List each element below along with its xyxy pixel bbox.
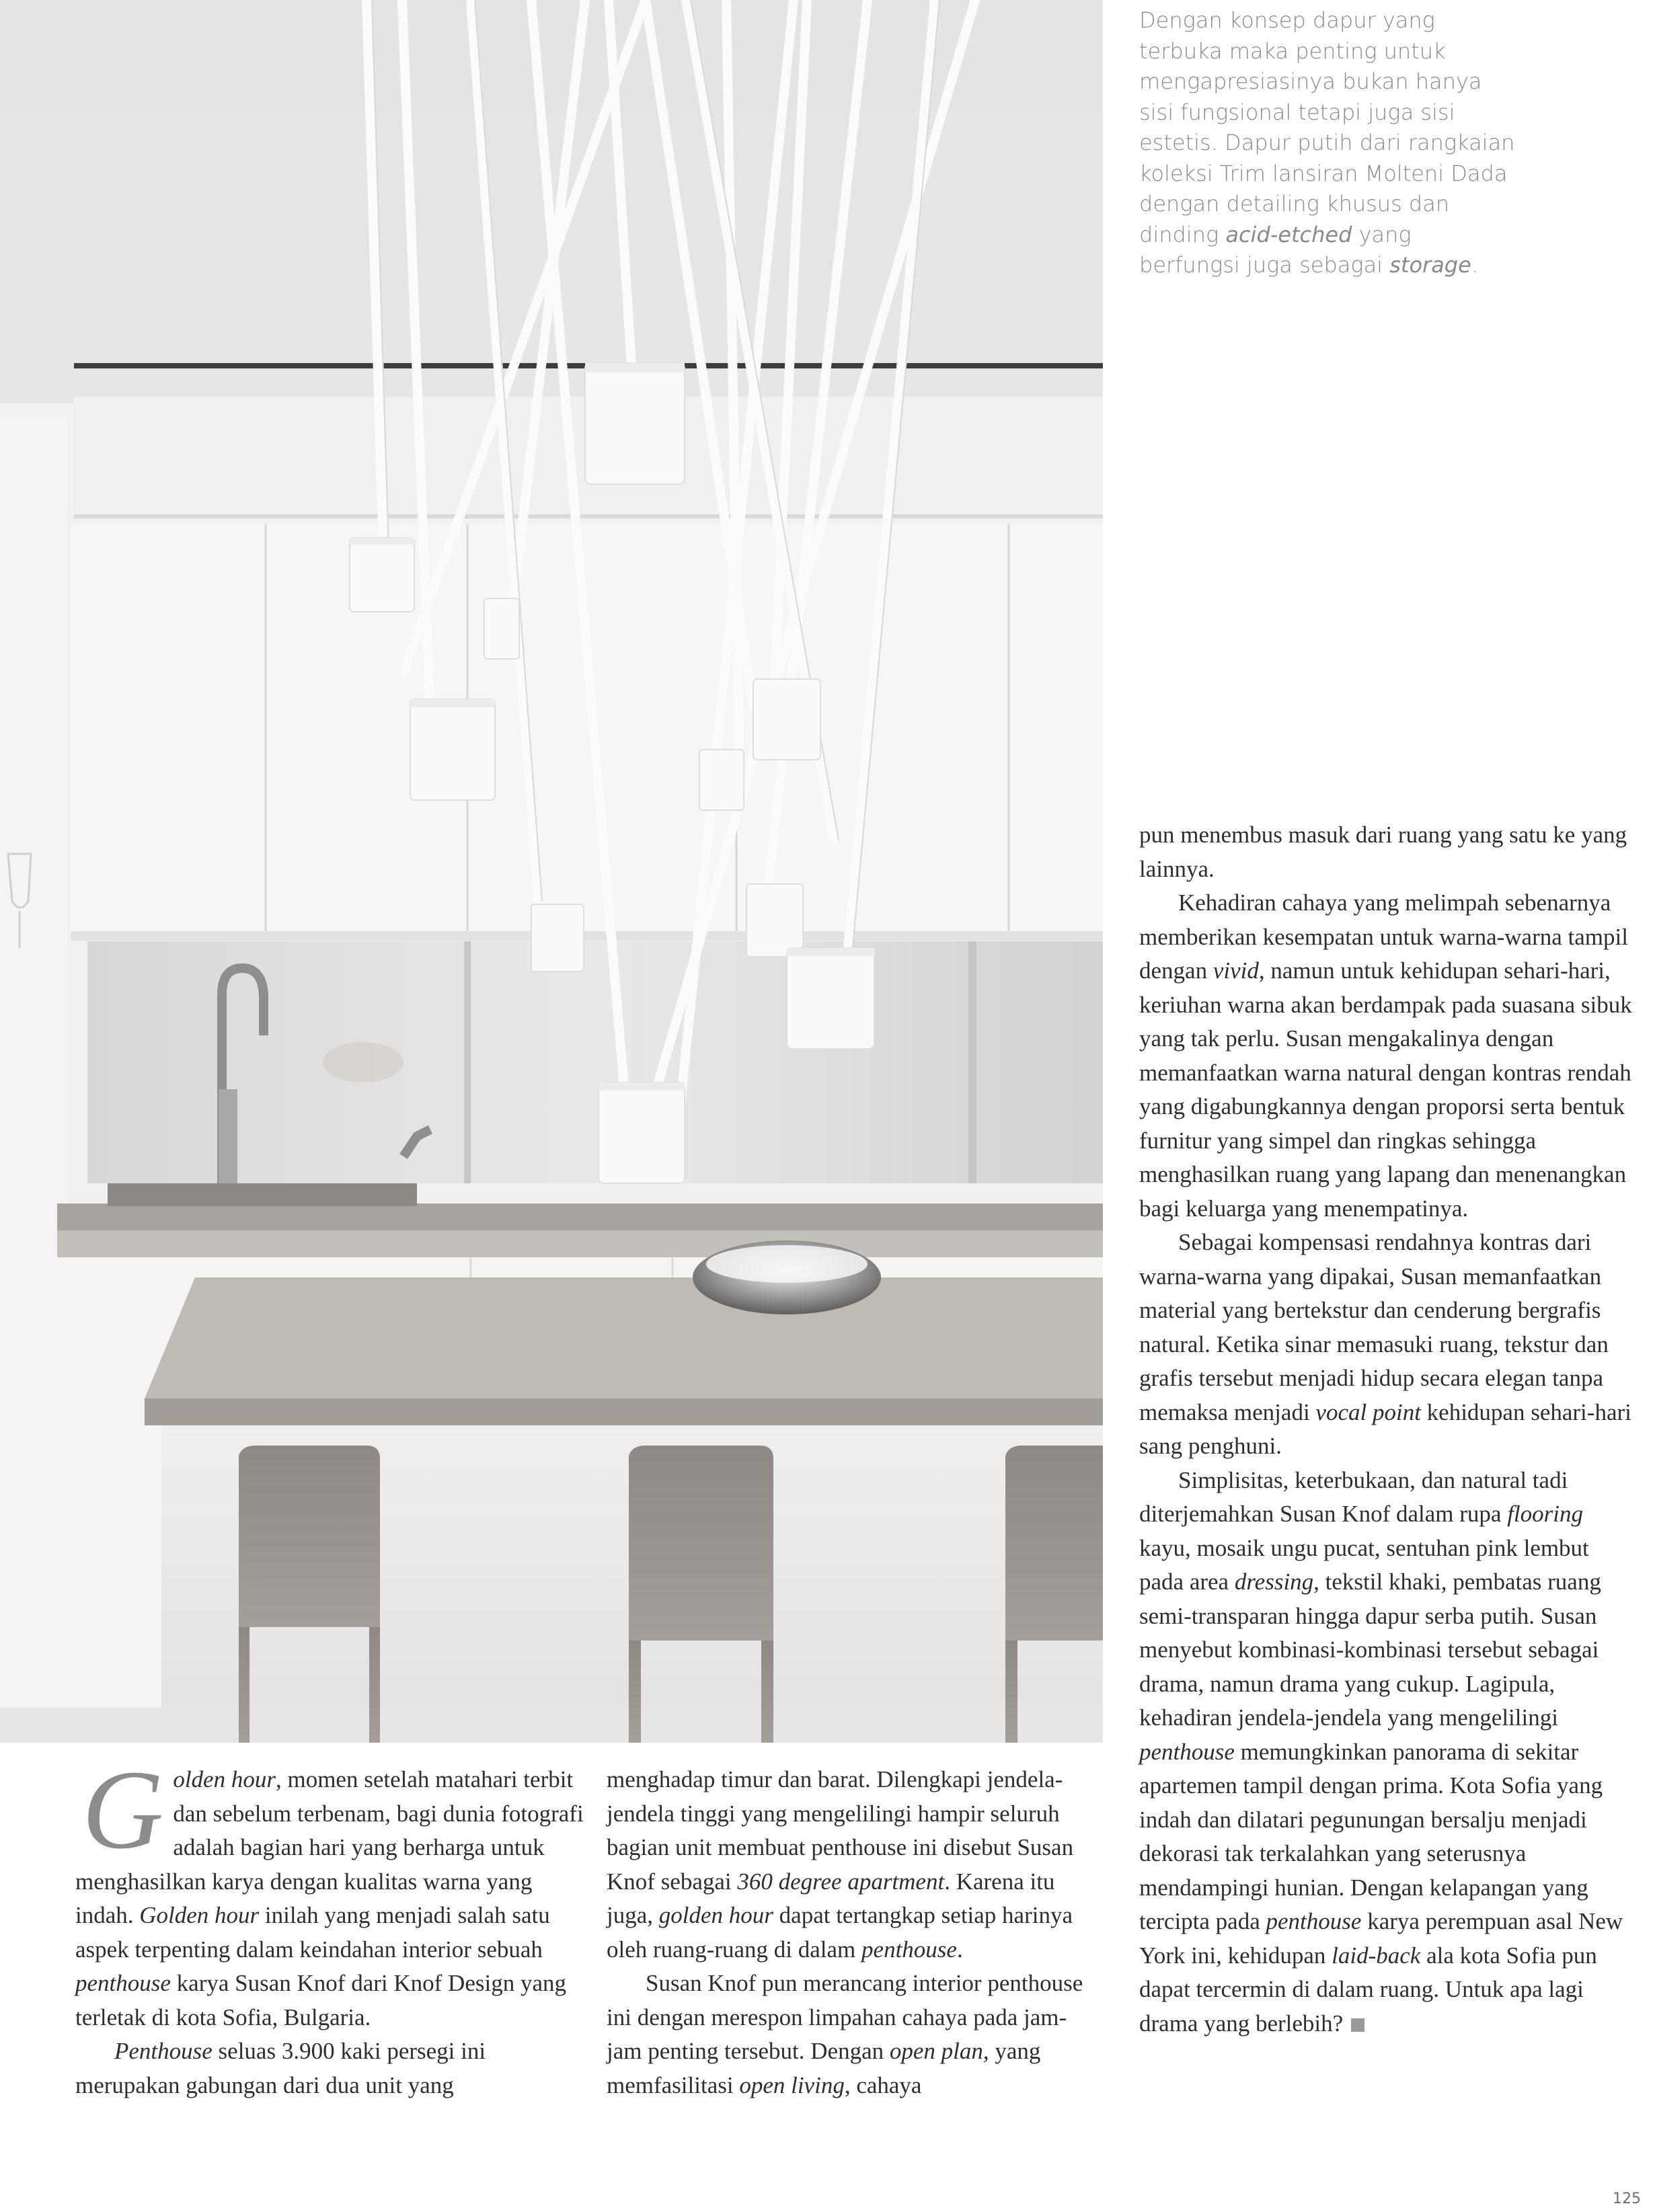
article-column-1 <box>75 1747 584 2102</box>
paragraph: Sebagai kompensasi rendahnya kontras dari warna-warna yang dipakai, Susan memanfaatkan material yang bertekstur dan cenderung bergrafis natural. Ketika sinar memasuki ruang, tekstur dan grafis tersebut menjadi hidup secara elegan tanpa memaksa menjadi vocal point kehidupan sehari-hari sang penghuni. <box>1139 1229 1631 1459</box>
photo-caption <box>1139 5 1516 281</box>
paragraph: pun menembus masuk dari ruang yang satu ke yang lainnya. <box>1139 822 1627 882</box>
page-number: 125 <box>1613 2190 1641 2207</box>
caption-text: Dengan konsep dapur yang terbuka maka penting untuk mengapresiasinya bukan hanya sisi fungsional tetapi juga sisi estetis. Dapur putih dari rangkaian koleksi Trim lansiran Molteni Dada dengan detailing khusus dan dinding acid-etched yang berfungsi juga sebagai storage. <box>1139 7 1515 278</box>
paragraph: Simplisitas, keterbukaan, dan natural tadi diterjemahkan Susan Knof dalam rupa flooring kayu, mosaik ungu pucat, sentuhan pink lembut pada area dressing, tekstil khaki, pembatas ruang semi-transparan hingga dapur serba putih. Susan menyebut kombinasi-kombinasi tersebut sebagai drama, namun drama yang cukup. Lagipula, kehadiran jendela-jendela yang mengelilingi penthouse memungkinkan panorama di sekitar apartemen tampil dengan prima. Kota Sofia yang indah dan dilatari pegunungan bersalju menjadi dekorasi tak terkalahkan yang seterusnya mendampingi hunian. Dengan kelapangan yang tercipta pada penthouse karya perempuan asal New York ini, kehidupan laid-back ala kota Sofia pun dapat tercermin di dalam ruang. Untuk apa lagi drama yang berlebih? <box>1139 1466 1623 2037</box>
article-column-2 <box>607 1763 1091 2102</box>
paragraph: Kehadiran cahaya yang melimpah sebenarnya memberikan kesempatan untuk warna-warna tampil dengan vivid, namun untuk kehidupan sehari-hari, keriuhan warna akan berdampak pada suasana sibuk yang tak perlu. Susan mengakalinya dengan memanfaatkan warna natural dengan kontras rendah yang digabungkannya dengan proporsi serta bentuk furnitur yang simpel dan ringkas sehingga menghasilkan ruang yang lapang dan menenangkan bagi keluarga yang menempatinya. <box>1139 890 1632 1222</box>
drop-cap: G <box>82 1747 164 1872</box>
paragraph: Susan Knof pun merancang interior penthouse ini dengan merespon limpahan cahaya pada jam-jam penting tersebut. Dengan open plan, yang memfasilitasi open living, cahaya <box>607 1970 1083 2098</box>
paragraph: Golden hour, momen setelah matahari terbit dan sebelum terbenam, bagi dunia fotografi adalah bagian hari yang berharga untuk menghasilkan karya dengan kualitas warna yang indah. Golden hour inilah yang menjadi salah satu aspek terpenting dalam keindahan interior sebuah penthouse karya Susan Knof dari Knof Design yang terletak di kota Sofia, Bulgaria. <box>75 1747 584 2030</box>
end-of-article-mark <box>1351 2018 1364 2032</box>
paragraph: Penthouse seluas 3.900 kaki persegi ini merupakan gabungan dari dua unit yang <box>75 2038 486 2098</box>
paragraph: menghadap timur dan barat. Dilengkapi jendela-jendela tinggi yang mengelilingi hampir seluruh bagian unit membuat penthouse ini disebut Susan Knof sebagai 360 degree apartment. Karena itu juga, golden hour dapat tertangkap setiap harinya oleh ruang-ruang di dalam penthouse. <box>607 1766 1074 1963</box>
article-column-3 <box>1139 818 1637 2041</box>
